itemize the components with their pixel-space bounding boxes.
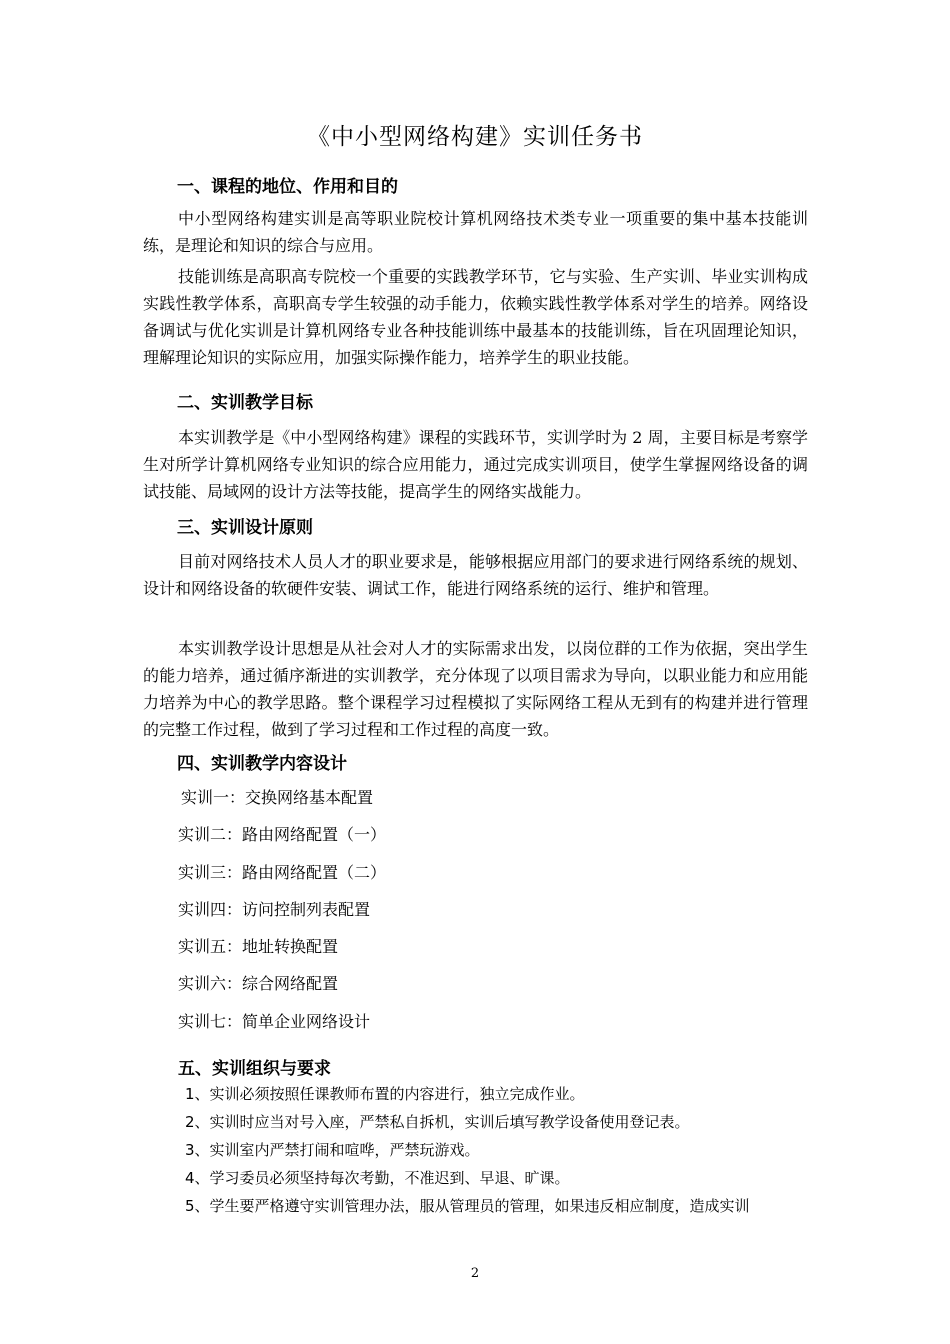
- list-item: 5、学生要严格遵守实训管理办法，服从管理员的管理，如果违反相应制度，造成实训: [185, 1197, 750, 1215]
- list-item: 实训二：路由网络配置（一）: [178, 825, 387, 845]
- paragraph: 目前对网络技术人员人才的职业要求是，能够根据应用部门的要求进行网络系统的规划、设计和网络设备的软硬件安装、调试工作，能进行网络系统的运行、维护和管理。: [143, 552, 808, 598]
- list-item: 实训一：交换网络基本配置: [181, 788, 374, 807]
- section-heading: 二、实训教学目标: [177, 393, 313, 413]
- training-list: [178, 787, 386, 1048]
- section-heading: 五、实训组织与要求: [178, 1059, 331, 1079]
- list-item: 4、学习委员必须坚持每次考勤，不准迟到、早退、旷课。: [185, 1169, 570, 1187]
- section-heading: 四、实训教学内容设计: [177, 754, 347, 774]
- list-item: 3、实训室内严禁打闹和喧哗，严禁玩游戏。: [185, 1141, 480, 1159]
- document-title: 《中小型网络构建》实训任务书: [307, 124, 643, 150]
- list-item: 实训五：地址转换配置: [178, 937, 339, 957]
- list-item: 实训七：简单企业网络设计: [178, 1011, 371, 1031]
- paragraph: 本实训教学是《中小型网络构建》课程的实践环节，实训学时为 2 周，主要目标是考察学生对所学计算机网络专业知识的综合应用能力，通过完成实训项目，使学生掌握网络设备的调试技能、局域网的设计方法等技能，提高学生的网络实战能力。: [143, 428, 808, 501]
- list-item: 实训三：路由网络配置（二）: [178, 862, 387, 882]
- list-item: 1、实训必须按照任课教师布置的内容进行，独立完成作业。: [185, 1085, 585, 1103]
- section-heading: 三、实训设计原则: [177, 518, 313, 538]
- list-item: 实训六：综合网络配置: [178, 974, 339, 994]
- paragraph: 中小型网络构建实训是高等职业院校计算机网络技术类专业一项重要的集中基本技能训练，是理论和知识的综合与应用。: [143, 209, 808, 255]
- list-item: 实训四：访问控制列表配置: [178, 899, 371, 919]
- requirements-list: [185, 1083, 815, 1223]
- list-item: 2、实训时应当对号入座，严禁私自拆机，实训后填写教学设备使用登记表。: [185, 1113, 690, 1131]
- page-number: 2: [470, 1266, 480, 1281]
- section-heading: 一、课程的地位、作用和目的: [177, 177, 398, 197]
- paragraph: 技能训练是高职高专院校一个重要的实践教学环节，它与实验、生产实训、毕业实训构成实践性教学体系，高职高专学生较强的动手能力，依赖实践性教学体系对学生的培养。网络设备调试与优化实训是计算机网络专业各种技能训练中最基本的技能训练，旨在巩固理论知识，理解理论知识的实际应用，加强实际操作能力，培养学生的职业技能。: [143, 267, 808, 367]
- paragraph: 本实训教学设计思想是从社会对人才的实际需求出发，以岗位群的工作为依据，突出学生的能力培养，通过循序渐进的实训教学，充分体现了以项目需求为导向，以职业能力和应用能力培养为中心的教学思路。整个课程学习过程模拟了实际网络工程从无到有的构建并进行管理的完整工作过程，做到了学习过程和工作过程的高度一致。: [143, 639, 808, 739]
